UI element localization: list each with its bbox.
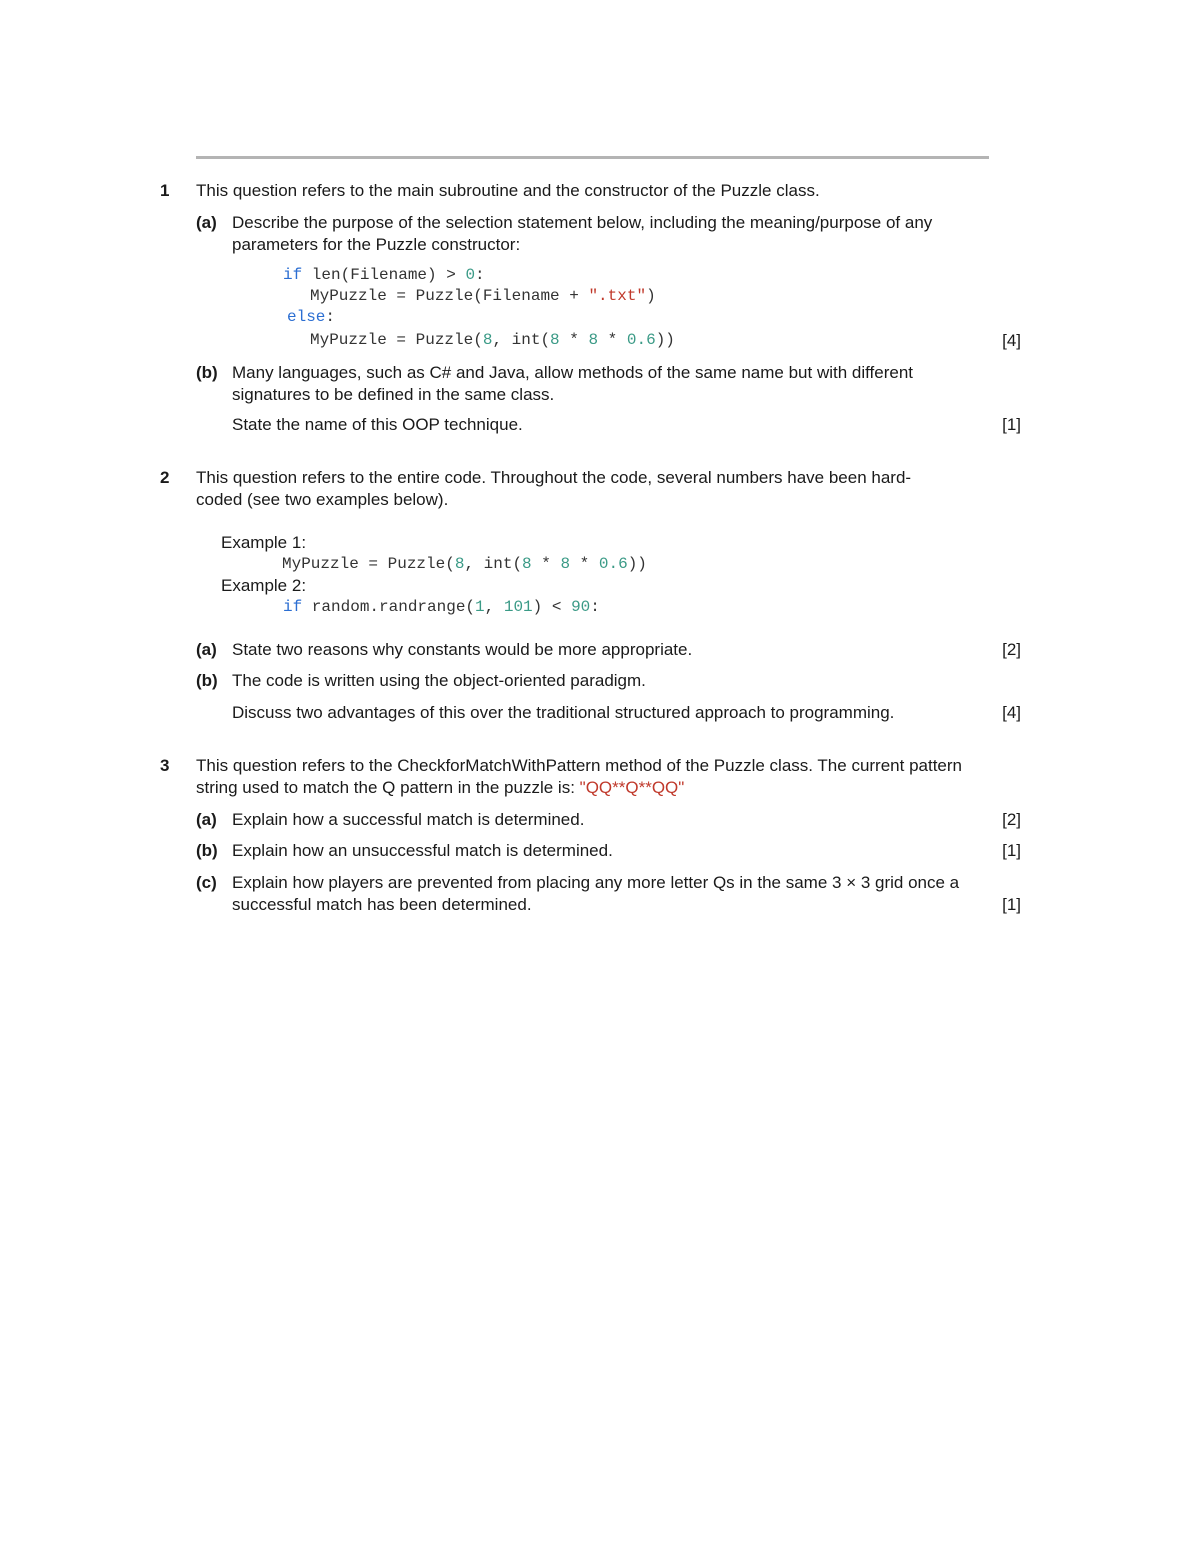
marks: [2] (1002, 810, 1021, 829)
part-label: (a) (196, 640, 217, 659)
pattern-string: "QQ**Q**QQ" (579, 778, 685, 797)
part-text: Describe the purpose of the selection statement below, including the meaning/purpose of any parameters for the Puzzle constructor: (232, 213, 933, 254)
code-number: 101 (503, 598, 533, 616)
part-text: Explain how a successful match is determined. (232, 810, 585, 829)
code-text: )) (655, 331, 675, 349)
part-text: State two reasons why constants would be more appropriate. (232, 640, 693, 659)
header-rule (196, 156, 989, 159)
part-label: (a) (196, 213, 217, 232)
question-text: This question refers to the entire code. Throughout the code, several numbers have been hard-coded (see two examples below). (196, 468, 912, 509)
part-label: (b) (196, 841, 218, 860)
code-number: 8 (560, 555, 571, 573)
marks: [4] (1002, 331, 1021, 350)
code-number: 0.6 (598, 555, 628, 573)
part-text: Explain how an unsuccessful match is determined. (232, 841, 613, 860)
code-line (287, 307, 335, 328)
code-text: , int( (464, 555, 523, 573)
code-text: * (598, 331, 627, 349)
code-line (282, 554, 647, 575)
example-label: Example 1: (221, 533, 307, 552)
code-text: len(Filename) > (302, 266, 466, 284)
code-text: MyPuzzle = Puzzle(Filename + (310, 287, 589, 305)
code-text: )) (627, 555, 647, 573)
part-label: (b) (196, 671, 218, 690)
part-label: (b) (196, 363, 218, 382)
code-text: * (570, 555, 599, 573)
question-text: This question refers to the main subroutine and the constructor of the Puzzle class. (196, 181, 820, 200)
part-text: The code is written using the object-oriented paradigm. (232, 671, 646, 690)
marks: [4] (1002, 703, 1021, 722)
code-text: ) < (532, 598, 572, 616)
code-keyword: else (287, 308, 326, 326)
part-text: Many languages, such as C# and Java, allow methods of the same name but with different signatures to be defined in the same class. (232, 363, 914, 404)
code-text: random.randrange( (302, 598, 476, 616)
question-number: 1 (160, 181, 170, 200)
marks: [1] (1002, 841, 1021, 860)
part-label: (c) (196, 873, 217, 892)
code-keyword: if (283, 266, 303, 284)
code-text: MyPuzzle = Puzzle( (282, 555, 455, 573)
code-number: 0.6 (626, 331, 656, 349)
marks: [1] (1002, 415, 1021, 434)
code-text: : (325, 308, 336, 326)
marks: [1] (1002, 895, 1021, 914)
question-text: This question refers to the CheckforMatchWithPattern method of the Puzzle class. The current pattern string used to match the Q pattern in the puzzle is: (196, 756, 962, 797)
code-number: 8 (454, 555, 465, 573)
marks: [2] (1002, 640, 1021, 659)
code-text: : (475, 266, 485, 284)
part-instruction: Discuss two advantages of this over the traditional structured approach to programming. (232, 703, 895, 722)
code-text: , (484, 598, 504, 616)
code-line (283, 265, 485, 286)
code-number: 8 (482, 331, 493, 349)
part-instruction: State the name of this OOP technique. (232, 415, 523, 434)
code-string: ".txt" (588, 287, 647, 305)
code-number: 8 (550, 331, 560, 349)
code-number: 0 (465, 266, 476, 284)
code-text: , int( (492, 331, 551, 349)
question-number: 2 (160, 468, 170, 487)
part-text: Explain how players are prevented from placing any more letter Qs in the same 3 × 3 grid once a successful match has been determined. (232, 873, 960, 914)
code-number: 8 (522, 555, 532, 573)
code-text: ) (646, 287, 656, 305)
part-label: (a) (196, 810, 217, 829)
code-number: 90 (571, 598, 591, 616)
code-number: 8 (588, 331, 599, 349)
code-text: * (531, 555, 561, 573)
question-number: 3 (160, 756, 170, 775)
code-keyword: if (283, 598, 303, 616)
code-text: * (559, 331, 589, 349)
code-line (283, 597, 600, 618)
code-text: MyPuzzle = Puzzle( (310, 331, 483, 349)
example-label: Example 2: (221, 576, 307, 595)
code-number: 1 (475, 598, 485, 616)
code-text: : (590, 598, 600, 616)
code-line (310, 286, 656, 307)
code-line (310, 330, 675, 351)
